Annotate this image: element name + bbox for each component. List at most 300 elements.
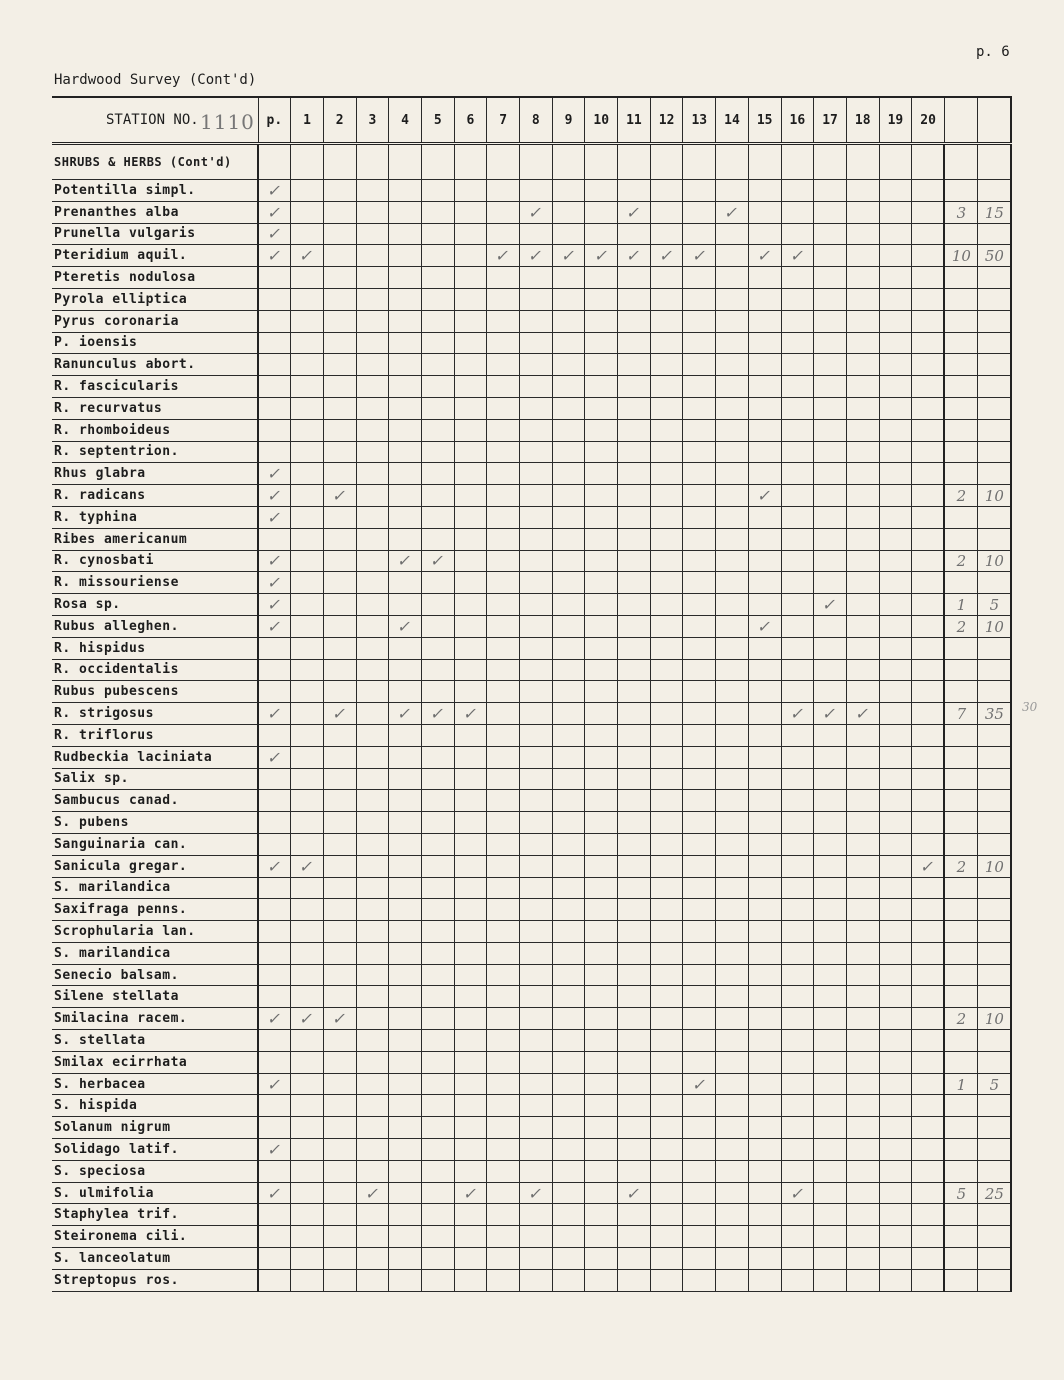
check-mark-icon: ✓: [265, 464, 284, 484]
total-column-header: [978, 97, 1012, 144]
check-mark-icon: ✓: [265, 551, 284, 571]
empty-cell: [618, 637, 651, 659]
checked-cell: [291, 855, 324, 877]
empty-cell: [912, 812, 945, 834]
empty-cell: [846, 659, 879, 681]
station-label: [52, 97, 258, 144]
empty-cell: [879, 1248, 912, 1270]
percent-value: 10: [984, 552, 1004, 571]
empty-cell: [814, 441, 847, 463]
percent-cell: [978, 572, 1012, 594]
empty-cell: [291, 724, 324, 746]
empty-cell: [781, 506, 814, 528]
empty-cell: [520, 1248, 553, 1270]
percent-cell: [978, 397, 1012, 419]
percent-cell: [978, 812, 1012, 834]
empty-cell: [879, 354, 912, 376]
empty-cell: [814, 1117, 847, 1139]
check-mark-icon: ✓: [625, 1183, 643, 1203]
empty-cell: [421, 942, 454, 964]
empty-cell: [520, 855, 553, 877]
empty-cell: [781, 441, 814, 463]
empty-cell: [389, 768, 422, 790]
station-column-header: 14: [716, 97, 749, 144]
empty-cell: [650, 812, 683, 834]
empty-cell: [650, 1248, 683, 1270]
empty-cell: [356, 1073, 389, 1095]
empty-cell: [552, 419, 585, 441]
empty-cell: [814, 1095, 847, 1117]
percent-value: 15: [984, 203, 1004, 222]
empty-cell: [814, 855, 847, 877]
empty-cell: [454, 1160, 487, 1182]
empty-cell: [585, 572, 618, 594]
empty-cell: [356, 397, 389, 419]
check-mark-icon: ✓: [527, 202, 545, 222]
station-column-header: 11: [618, 97, 651, 144]
empty-cell: [552, 1226, 585, 1248]
empty-cell: [683, 310, 716, 332]
empty-cell: [487, 746, 520, 768]
empty-cell: [356, 855, 389, 877]
empty-cell: [487, 441, 520, 463]
empty-cell: [846, 964, 879, 986]
percent-cell: [978, 1095, 1012, 1117]
empty-cell: [258, 1248, 291, 1270]
percent-cell: [978, 790, 1012, 812]
empty-cell: [487, 1030, 520, 1052]
species-row: [52, 1160, 1011, 1182]
empty-cell: [291, 441, 324, 463]
empty-cell: [323, 921, 356, 943]
empty-cell: [356, 245, 389, 267]
empty-cell: [552, 1160, 585, 1182]
empty-cell: [748, 463, 781, 485]
species-row: [52, 572, 1011, 594]
empty-cell: [716, 528, 749, 550]
percent-cell: [978, 1160, 1012, 1182]
percent-cell: [978, 180, 1012, 202]
empty-cell: [912, 681, 945, 703]
empty-cell: [258, 1160, 291, 1182]
empty-cell: [781, 485, 814, 507]
total-count-cell: [944, 310, 978, 332]
check-mark-icon: ✓: [265, 1009, 284, 1029]
check-mark-icon: ✓: [821, 595, 839, 615]
empty-cell: [814, 201, 847, 223]
empty-cell: [520, 223, 553, 245]
species-name: R. typhina: [52, 506, 258, 528]
empty-cell: [683, 681, 716, 703]
empty-cell: [846, 1139, 879, 1161]
empty-cell: [912, 267, 945, 289]
empty-cell: [879, 790, 912, 812]
empty-cell: [487, 485, 520, 507]
empty-cell: [912, 790, 945, 812]
checked-cell: [781, 245, 814, 267]
empty-cell: [356, 1008, 389, 1030]
empty-cell: [520, 812, 553, 834]
empty-cell: [781, 1030, 814, 1052]
empty-cell: [814, 144, 847, 180]
empty-cell: [814, 332, 847, 354]
species-name: Prunella vulgaris: [52, 223, 258, 245]
percent-cell: [978, 833, 1012, 855]
empty-cell: [520, 637, 553, 659]
total-count-cell: [944, 877, 978, 899]
empty-cell: [650, 594, 683, 616]
total-count: 3: [956, 203, 967, 222]
species-name: S. marilandica: [52, 942, 258, 964]
empty-cell: [716, 419, 749, 441]
empty-cell: [748, 724, 781, 746]
species-name: S. ulmifolia: [52, 1182, 258, 1204]
empty-cell: [552, 267, 585, 289]
total-count-cell: [944, 899, 978, 921]
empty-cell: [389, 637, 422, 659]
species-name: Rhus glabra: [52, 463, 258, 485]
percent-cell: [978, 528, 1012, 550]
empty-cell: [552, 615, 585, 637]
species-row: [52, 506, 1011, 528]
empty-cell: [618, 790, 651, 812]
species-name: R. occidentalis: [52, 659, 258, 681]
empty-cell: [520, 790, 553, 812]
empty-cell: [323, 615, 356, 637]
empty-cell: [291, 899, 324, 921]
empty-cell: [421, 376, 454, 398]
empty-cell: [389, 267, 422, 289]
empty-cell: [454, 1117, 487, 1139]
empty-cell: [879, 419, 912, 441]
empty-cell: [454, 1226, 487, 1248]
empty-cell: [650, 833, 683, 855]
total-count: 2: [956, 487, 967, 506]
percent-cell: [978, 637, 1012, 659]
empty-cell: [421, 1226, 454, 1248]
percent-cell: [978, 201, 1012, 223]
empty-cell: [323, 354, 356, 376]
empty-cell: [323, 144, 356, 180]
empty-cell: [846, 1204, 879, 1226]
empty-cell: [846, 681, 879, 703]
check-mark-icon: ✓: [690, 1074, 709, 1094]
empty-cell: [748, 594, 781, 616]
species-row: [52, 310, 1011, 332]
empty-cell: [879, 681, 912, 703]
percent-cell: [978, 310, 1012, 332]
empty-cell: [912, 1139, 945, 1161]
total-column-header: [944, 97, 978, 144]
empty-cell: [356, 746, 389, 768]
species-name: Senecio balsam.: [52, 964, 258, 986]
species-row: [52, 790, 1011, 812]
total-count-cell: [944, 812, 978, 834]
empty-cell: [716, 1248, 749, 1270]
empty-cell: [552, 790, 585, 812]
header-row: [52, 97, 1011, 144]
empty-cell: [520, 180, 553, 202]
species-row: [52, 180, 1011, 202]
empty-cell: [879, 1073, 912, 1095]
empty-cell: [487, 201, 520, 223]
empty-cell: [879, 615, 912, 637]
empty-cell: [389, 1073, 422, 1095]
percent-cell: [978, 703, 1012, 725]
empty-cell: [552, 485, 585, 507]
species-name: Pyrola elliptica: [52, 288, 258, 310]
empty-cell: [781, 812, 814, 834]
empty-cell: [291, 288, 324, 310]
total-count: 5: [956, 1184, 967, 1203]
empty-cell: [487, 768, 520, 790]
empty-cell: [716, 572, 749, 594]
empty-cell: [912, 746, 945, 768]
empty-cell: [748, 964, 781, 986]
checked-cell: [258, 855, 291, 877]
empty-cell: [650, 1204, 683, 1226]
empty-cell: [781, 681, 814, 703]
empty-cell: [716, 703, 749, 725]
empty-cell: [748, 397, 781, 419]
empty-cell: [552, 397, 585, 419]
empty-cell: [552, 681, 585, 703]
empty-cell: [618, 659, 651, 681]
empty-cell: [421, 463, 454, 485]
empty-cell: [323, 528, 356, 550]
checked-cell: [683, 245, 716, 267]
empty-cell: [683, 594, 716, 616]
total-count-cell: [944, 855, 978, 877]
total-count-cell: [944, 245, 978, 267]
empty-cell: [650, 942, 683, 964]
empty-cell: [748, 812, 781, 834]
empty-cell: [912, 419, 945, 441]
percent-cell: [978, 245, 1012, 267]
empty-cell: [716, 463, 749, 485]
empty-cell: [748, 528, 781, 550]
empty-cell: [912, 550, 945, 572]
species-row: [52, 201, 1011, 223]
empty-cell: [585, 550, 618, 572]
empty-cell: [356, 376, 389, 398]
empty-cell: [683, 1095, 716, 1117]
empty-cell: [258, 441, 291, 463]
species-name: Sanguinaria can.: [52, 833, 258, 855]
empty-cell: [585, 964, 618, 986]
species-name: Pteridium aquil.: [52, 245, 258, 267]
empty-cell: [389, 594, 422, 616]
empty-cell: [487, 615, 520, 637]
empty-cell: [552, 144, 585, 180]
empty-cell: [912, 1226, 945, 1248]
total-count-cell: [944, 1182, 978, 1204]
empty-cell: [748, 921, 781, 943]
empty-cell: [879, 441, 912, 463]
empty-cell: [291, 528, 324, 550]
empty-cell: [291, 877, 324, 899]
empty-cell: [389, 223, 422, 245]
total-count-cell: [944, 681, 978, 703]
empty-cell: [618, 1160, 651, 1182]
empty-cell: [585, 288, 618, 310]
species-row: [52, 1269, 1011, 1291]
empty-cell: [618, 877, 651, 899]
empty-cell: [520, 288, 553, 310]
empty-cell: [716, 1117, 749, 1139]
empty-cell: [879, 833, 912, 855]
document-title: Hardwood Survey (Cont'd): [54, 72, 257, 88]
species-row: [52, 245, 1011, 267]
total-count: 7: [956, 705, 967, 724]
empty-cell: [814, 659, 847, 681]
check-mark-icon: ✓: [657, 246, 676, 266]
empty-cell: [585, 768, 618, 790]
empty-cell: [454, 1073, 487, 1095]
empty-cell: [879, 1160, 912, 1182]
empty-cell: [846, 1182, 879, 1204]
empty-cell: [291, 376, 324, 398]
empty-cell: [356, 594, 389, 616]
empty-cell: [585, 921, 618, 943]
species-name: Prenanthes alba: [52, 201, 258, 223]
empty-cell: [650, 419, 683, 441]
empty-cell: [454, 1139, 487, 1161]
empty-cell: [487, 986, 520, 1008]
empty-cell: [748, 986, 781, 1008]
checked-cell: [258, 245, 291, 267]
empty-cell: [748, 1248, 781, 1270]
check-mark-icon: ✓: [298, 246, 316, 266]
empty-cell: [683, 986, 716, 1008]
empty-cell: [879, 986, 912, 1008]
empty-cell: [487, 1160, 520, 1182]
empty-cell: [487, 790, 520, 812]
empty-cell: [421, 1248, 454, 1270]
check-mark-icon: ✓: [363, 1183, 382, 1203]
empty-cell: [454, 942, 487, 964]
species-name: Sambucus canad.: [52, 790, 258, 812]
empty-cell: [454, 833, 487, 855]
total-count-cell: [944, 463, 978, 485]
empty-cell: [650, 1095, 683, 1117]
empty-cell: [912, 659, 945, 681]
empty-cell: [781, 790, 814, 812]
empty-cell: [748, 790, 781, 812]
checked-cell: [683, 1073, 716, 1095]
empty-cell: [618, 180, 651, 202]
empty-cell: [258, 921, 291, 943]
empty-cell: [487, 550, 520, 572]
empty-cell: [258, 1030, 291, 1052]
check-mark-icon: ✓: [755, 246, 774, 266]
empty-cell: [291, 681, 324, 703]
empty-cell: [487, 703, 520, 725]
empty-cell: [716, 1226, 749, 1248]
total-count-cell: [944, 572, 978, 594]
empty-cell: [683, 201, 716, 223]
empty-cell: [716, 441, 749, 463]
empty-cell: [454, 1248, 487, 1270]
percent-cell: [978, 855, 1012, 877]
species-name: Sanicula gregar.: [52, 855, 258, 877]
species-name: Salix sp.: [52, 768, 258, 790]
empty-cell: [846, 1095, 879, 1117]
percent-cell: [978, 288, 1012, 310]
total-count-cell: [944, 180, 978, 202]
empty-cell: [716, 1095, 749, 1117]
empty-cell: [454, 332, 487, 354]
empty-cell: [650, 397, 683, 419]
empty-cell: [421, 986, 454, 1008]
total-count-cell: [944, 594, 978, 616]
empty-cell: [912, 441, 945, 463]
empty-cell: [356, 833, 389, 855]
empty-cell: [781, 397, 814, 419]
empty-cell: [585, 1182, 618, 1204]
empty-cell: [356, 942, 389, 964]
empty-cell: [421, 964, 454, 986]
empty-cell: [781, 419, 814, 441]
empty-cell: [650, 441, 683, 463]
empty-cell: [814, 1139, 847, 1161]
empty-cell: [323, 1030, 356, 1052]
empty-cell: [879, 703, 912, 725]
check-mark-icon: ✓: [559, 246, 578, 266]
species-name: Solanum nigrum: [52, 1117, 258, 1139]
empty-cell: [421, 1073, 454, 1095]
empty-cell: [683, 921, 716, 943]
total-count-cell: [944, 397, 978, 419]
empty-cell: [487, 1204, 520, 1226]
empty-cell: [356, 267, 389, 289]
empty-cell: [487, 899, 520, 921]
empty-cell: [258, 1226, 291, 1248]
empty-cell: [356, 1248, 389, 1270]
empty-cell: [650, 528, 683, 550]
empty-cell: [585, 877, 618, 899]
empty-cell: [879, 332, 912, 354]
empty-cell: [683, 485, 716, 507]
empty-cell: [291, 942, 324, 964]
empty-cell: [421, 419, 454, 441]
empty-cell: [814, 899, 847, 921]
empty-cell: [912, 485, 945, 507]
empty-cell: [356, 637, 389, 659]
percent-cell: [978, 1030, 1012, 1052]
empty-cell: [487, 964, 520, 986]
species-row: [52, 681, 1011, 703]
station-column-header: 20: [912, 97, 945, 144]
species-name: Solidago latif.: [52, 1139, 258, 1161]
total-count-cell: [944, 1226, 978, 1248]
percent-value: 10: [984, 487, 1004, 506]
empty-cell: [879, 223, 912, 245]
empty-cell: [879, 724, 912, 746]
empty-cell: [389, 1182, 422, 1204]
empty-cell: [487, 180, 520, 202]
empty-cell: [487, 1226, 520, 1248]
percent-value: 25: [984, 1184, 1004, 1203]
empty-cell: [389, 441, 422, 463]
checked-cell: [323, 485, 356, 507]
empty-cell: [650, 964, 683, 986]
empty-cell: [389, 354, 422, 376]
empty-cell: [716, 144, 749, 180]
empty-cell: [585, 1248, 618, 1270]
empty-cell: [520, 419, 553, 441]
empty-cell: [716, 899, 749, 921]
